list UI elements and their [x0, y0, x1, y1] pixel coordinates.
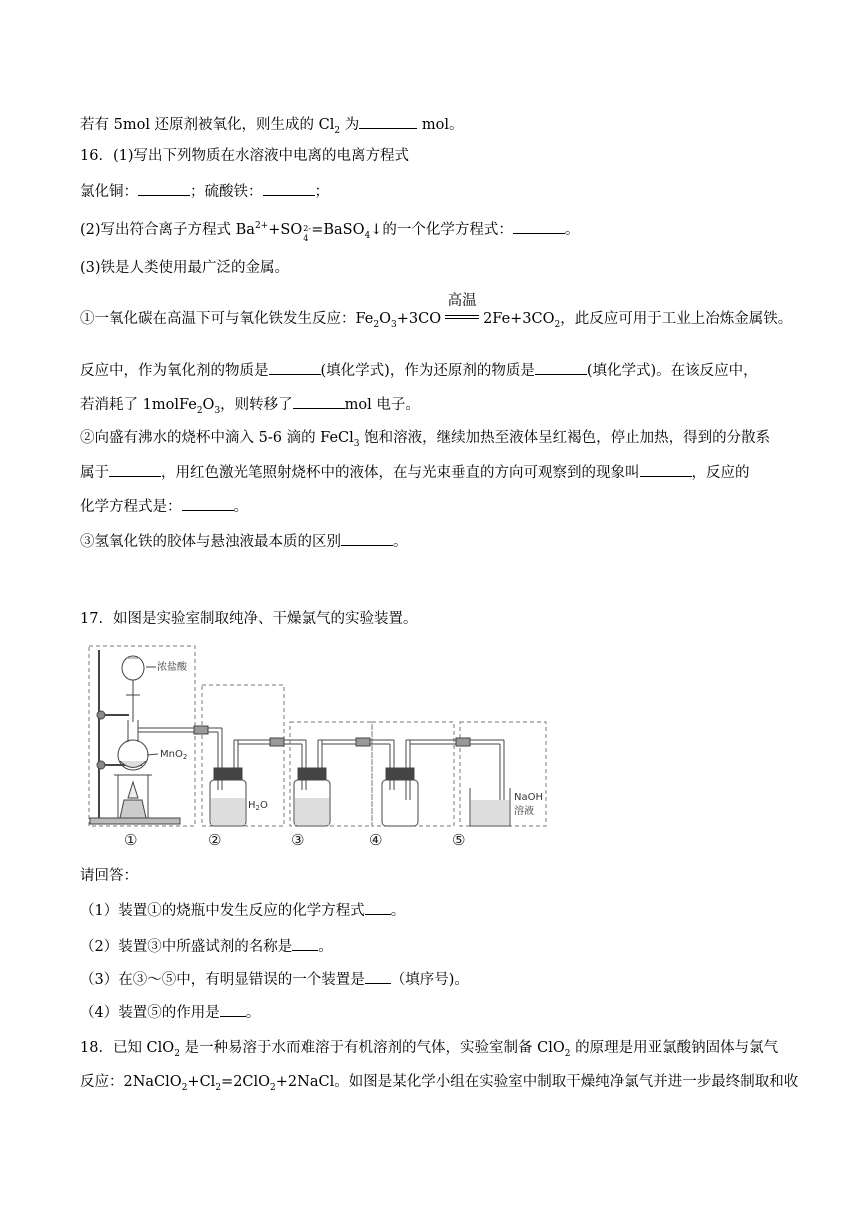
q16-part2: (2)写出符合离子方程式 $Ba^{2+}+SO$ 2- 4 =BaSO$_4$↓的一个化学方程式： 。 [80, 219, 579, 240]
apparatus-number-5: ⑤ [452, 831, 466, 849]
q16-line-electrons: 若消耗了 $1molFe_2O_3$，则转移了 mol 电子。 [80, 394, 420, 415]
answer-blank[interactable] [359, 114, 417, 129]
q18-line-2: 反应：$2NaClO_2+Cl_2=2ClO_2+2NaCl$。如图是某化学小组在实验室中制取干燥纯净氯气并进一步最终制取和收 [80, 1074, 799, 1093]
q16-line-ionization: 氯化铜： ；硫酸铁： ； [80, 181, 329, 202]
q17-prompt: 请回答： [80, 868, 138, 884]
label-mno2: MnO$_2$ [160, 749, 188, 761]
apparatus-number-3: ③ [291, 831, 305, 849]
answer-blank[interactable] [263, 181, 315, 196]
q16-line-fecl3: ②向盛有沸水的烧杯中滴入 5-6 滴的 FeCl$_3$ 饱和溶液，继续加热至液体呈红褐色，停止加热，得到的分散系 [80, 430, 771, 449]
answer-blank[interactable] [535, 360, 587, 375]
q16-line-dispersion: 属于 ，用红色激光笔照射烧杯中的液体，在与光束垂直的方向可观察到的现象叫 ，反应的 [80, 462, 750, 483]
answer-blank[interactable] [365, 900, 391, 915]
answer-blank[interactable] [293, 394, 345, 409]
chlorine-apparatus-figure [84, 640, 554, 850]
q16-line-colloid: ③氢氧化铁的胶体与悬浊液最本质的区别 。 [80, 531, 408, 552]
label-naoh: NaOH [514, 792, 543, 803]
q17-item-1: （1）装置①的烧瓶中发生反应的化学方程式 。 [80, 900, 405, 921]
line-reductant-cl2: 若有 5mol 还原剂被氧化，则生成的 $Cl_2$ 为 mol。 [80, 114, 463, 135]
q16-title: 16．(1)写出下列物质在水溶液中电离的电离方程式 [80, 148, 409, 164]
q16-line-oxidant: 反应中，作为氧化剂的物质是 (填化学式)，作为还原剂的物质是 (填化学式)。在该反应中， [80, 360, 758, 381]
answer-blank[interactable] [640, 462, 692, 477]
q18-line-1: 18．已知 ClO$_2$ 是一种易溶于水而难溶于有机溶剂的气体，实验室制备 ClO$_2$ 的原理是用亚氯酸钠固体与氯气 [80, 1040, 779, 1059]
apparatus-number-2: ② [208, 831, 222, 849]
answer-blank[interactable] [220, 1002, 246, 1017]
answer-blank[interactable] [292, 936, 318, 951]
apparatus-number-1: ① [124, 831, 138, 849]
answer-blank[interactable] [269, 360, 321, 375]
label-solution: 溶液 [514, 806, 534, 817]
answer-blank[interactable] [341, 531, 393, 546]
label-hcl: 浓盐酸 [157, 662, 187, 673]
q17-item-3: （3）在③～⑤中，有明显错误的一个装置是 （填序号)。 [80, 969, 469, 990]
apparatus-number-4: ④ [369, 831, 383, 849]
q17-item-2: （2）装置③中所盛试剂的名称是 。 [80, 936, 333, 957]
q17-item-4: （4）装置⑤的作用是 。 [80, 1002, 260, 1023]
q16-part3: (3)铁是人类使用最广泛的金属。 [80, 260, 290, 276]
q16-reaction-1: ①一氧化碳在高温下可与氧化铁发生反应：$Fe_2O_3+3CO$ 高温 $2Fe+3CO_2$，此反应可用于工业上冶炼金属铁。 [80, 293, 793, 330]
answer-blank[interactable] [365, 969, 391, 984]
answer-blank[interactable] [138, 181, 190, 196]
q16-line-equation: 化学方程式是： 。 [80, 496, 248, 517]
reaction-condition: 高温 [443, 309, 481, 323]
label-water: $H_2O$ [248, 800, 268, 812]
q17-title: 17．如图是实验室制取纯净、干燥氯气的实验装置。 [80, 611, 418, 627]
answer-blank[interactable] [513, 219, 565, 234]
answer-blank[interactable] [182, 496, 234, 511]
answer-blank[interactable] [109, 462, 161, 477]
